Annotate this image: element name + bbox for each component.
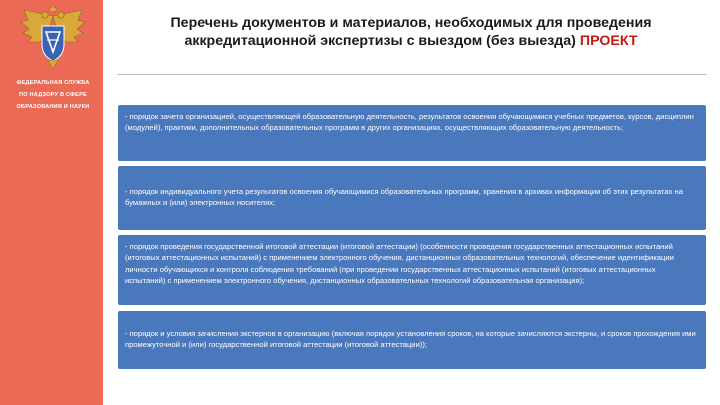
agency-name (6, 77, 100, 113)
list-item: - порядок и условия зачисления экстернов в организацию (включая порядок установления сроков, на которые зачисляются экстерны, и сроков прохождения ими промежуточной и (или) государственной итоговой аттестации (итоговой аттестации)); (118, 311, 706, 369)
list-item: - порядок индивидуального учета результатов освоения обучающимися образовательных программ, хранения в архивах информации об этих результатах на бумажных и (или) электронных носителях; (118, 166, 706, 230)
list-item: - порядок проведения государственной итоговой аттестации (итоговой аттестации) (особенности проведения государственных аттестационных испытаний (итоговых аттестационных испытаний) с применением электронного обучения, дистанционных образовательных технологий, обеспечение идентификации личности обучающихся и контроля соблюдения требований (при проведении государственных аттестационных испытаний (итоговых аттестационных испытаний) с применением электронного обучения, дистанционных образовательных технологий образовательная организация); (118, 235, 706, 305)
divider (117, 74, 707, 75)
list-item: - порядок зачета организацией, осуществляющей образовательную деятельность, результатов освоения обучающимися учебных предметов, курсов, дисциплин (модулей), практики, дополнительных образовательных программ в других организациях, осуществляющих образовательную деятельность; (118, 105, 706, 161)
draft-label: ПРОЕКТ (579, 33, 638, 49)
agency-line: ОБРАЗОВАНИЯ И НАУКИ (16, 104, 90, 110)
page-title (112, 14, 710, 50)
title-line-2-text: аккредитационной экспертизы с выездом (без выезда) (184, 33, 576, 49)
sidebar (0, 0, 103, 405)
title-line-1: Перечень документов и материалов, необходимых для проведения (170, 15, 652, 31)
agency-line: ПО НАДЗОРУ В СФЕРЕ (19, 92, 87, 98)
double-headed-eagle-emblem-icon (18, 6, 88, 70)
title-line-2 (112, 32, 710, 50)
agency-line: ФЕДЕРАЛЬНАЯ СЛУЖБА (16, 80, 90, 86)
